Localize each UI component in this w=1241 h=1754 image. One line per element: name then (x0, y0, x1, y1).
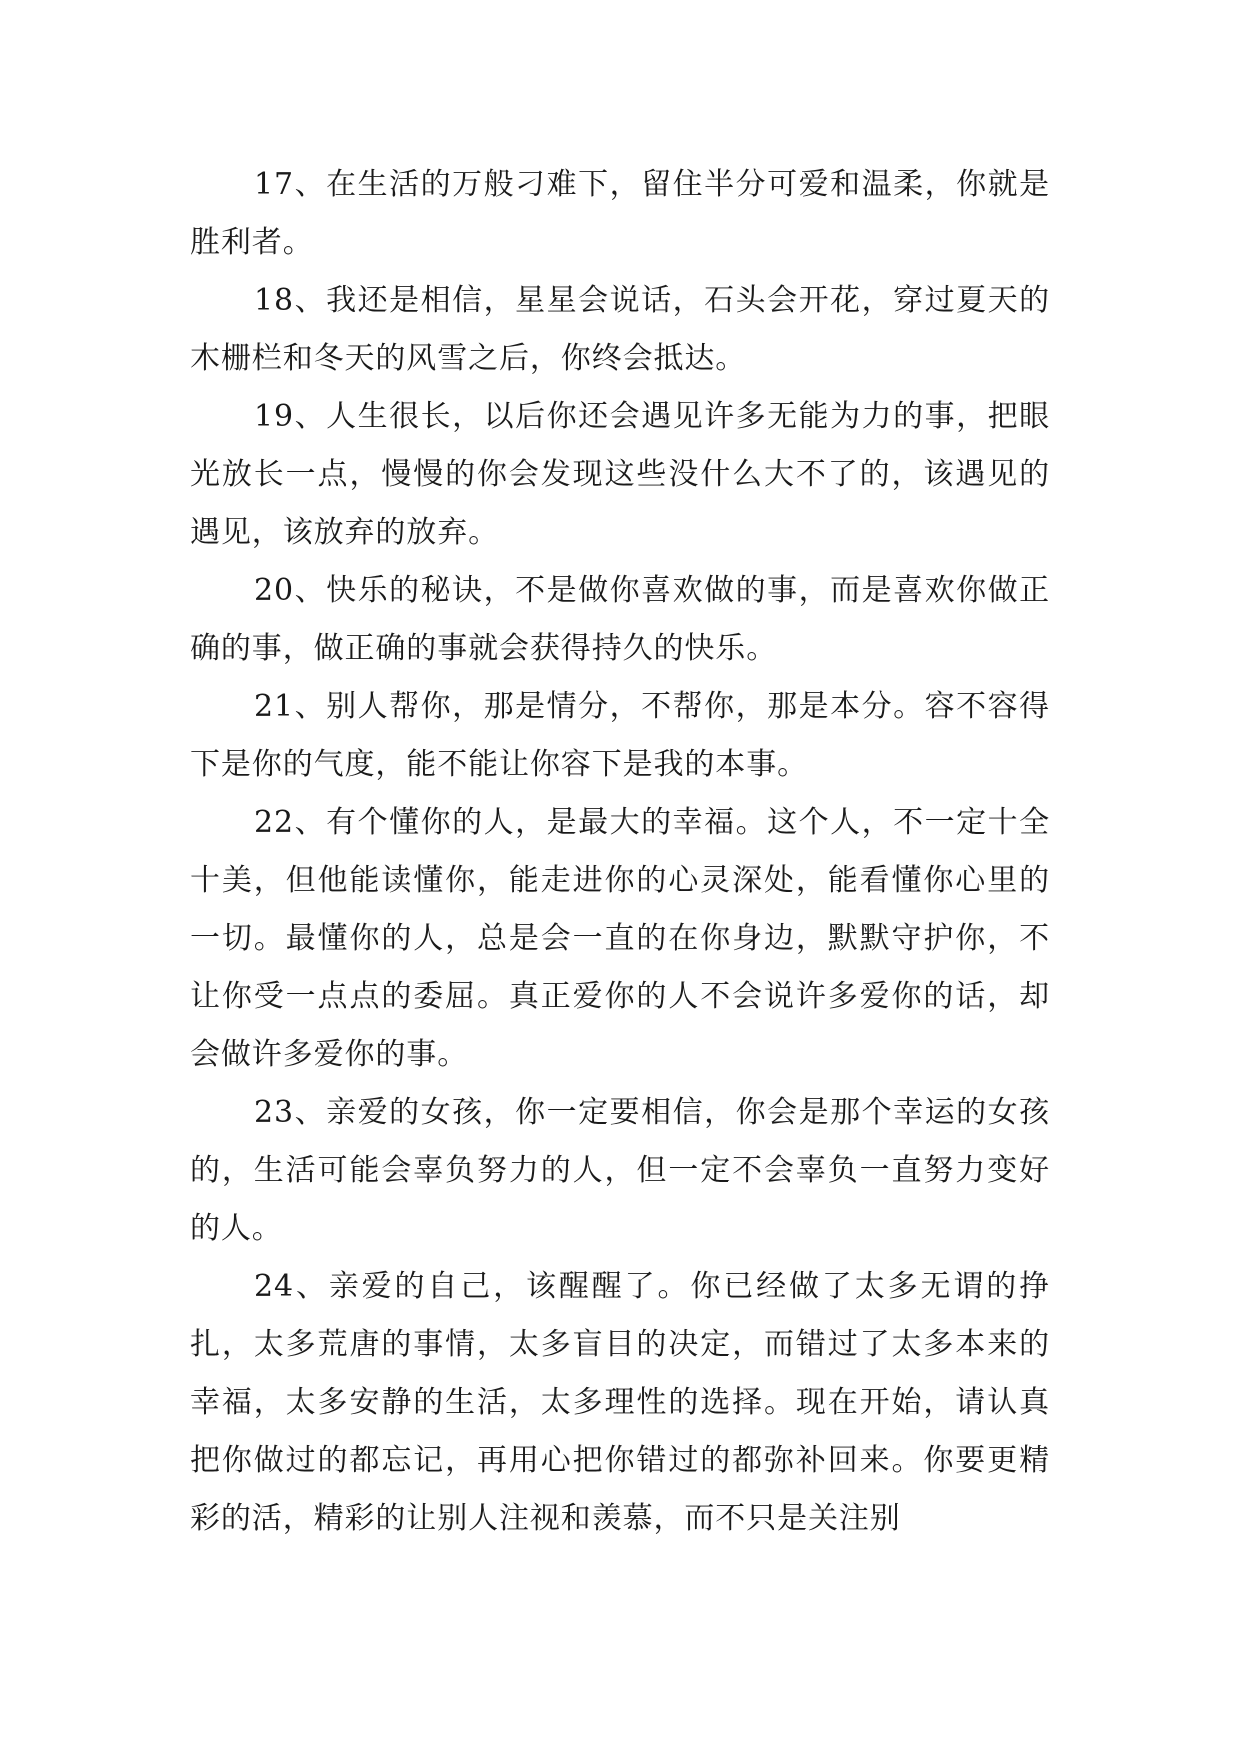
paragraph-19: 19、人生很长，以后你还会遇见许多无能为力的事，把眼光放长一点，慢慢的你会发现这些没什么大不了的，该遇见的遇见，该放弃的放弃。 (190, 399, 1050, 550)
paragraph-18: 18、我还是相信，星星会说话，石头会开花，穿过夏天的木栅栏和冬天的风雪之后，你终会抵达。 (190, 283, 1050, 376)
document-body (190, 156, 1050, 1548)
paragraph-22: 22、有个懂你的人，是最大的幸福。这个人，不一定十全十美，但他能读懂你，能走进你的心灵深处，能看懂你心里的一切。最懂你的人，总是会一直的在你身边，默默守护你，不让你受一点点的委屈。真正爱你的人不会说许多爱你的话，却会做许多爱你的事。 (190, 805, 1050, 1072)
paragraph-24: 24、亲爱的自己，该醒醒了。你已经做了太多无谓的挣扎，太多荒唐的事情，太多盲目的决定，而错过了太多本来的幸福，太多安静的生活，太多理性的选择。现在开始，请认真把你做过的都忘记，再用心把你错过的都弥补回来。你要更精彩的活，精彩的让别人注视和羡慕，而不只是关注别 (190, 1269, 1050, 1536)
paragraph-21: 21、别人帮你，那是情分，不帮你，那是本分。容不容得下是你的气度，能不能让你容下是我的本事。 (190, 689, 1050, 782)
paragraph-20: 20、快乐的秘诀，不是做你喜欢做的事，而是喜欢你做正确的事，做正确的事就会获得持久的快乐。 (190, 573, 1050, 666)
paragraph-17: 17、在生活的万般刁难下，留住半分可爱和温柔，你就是胜利者。 (190, 167, 1050, 260)
paragraph-23: 23、亲爱的女孩，你一定要相信，你会是那个幸运的女孩的，生活可能会辜负努力的人，但一定不会辜负一直努力变好的人。 (190, 1095, 1050, 1246)
